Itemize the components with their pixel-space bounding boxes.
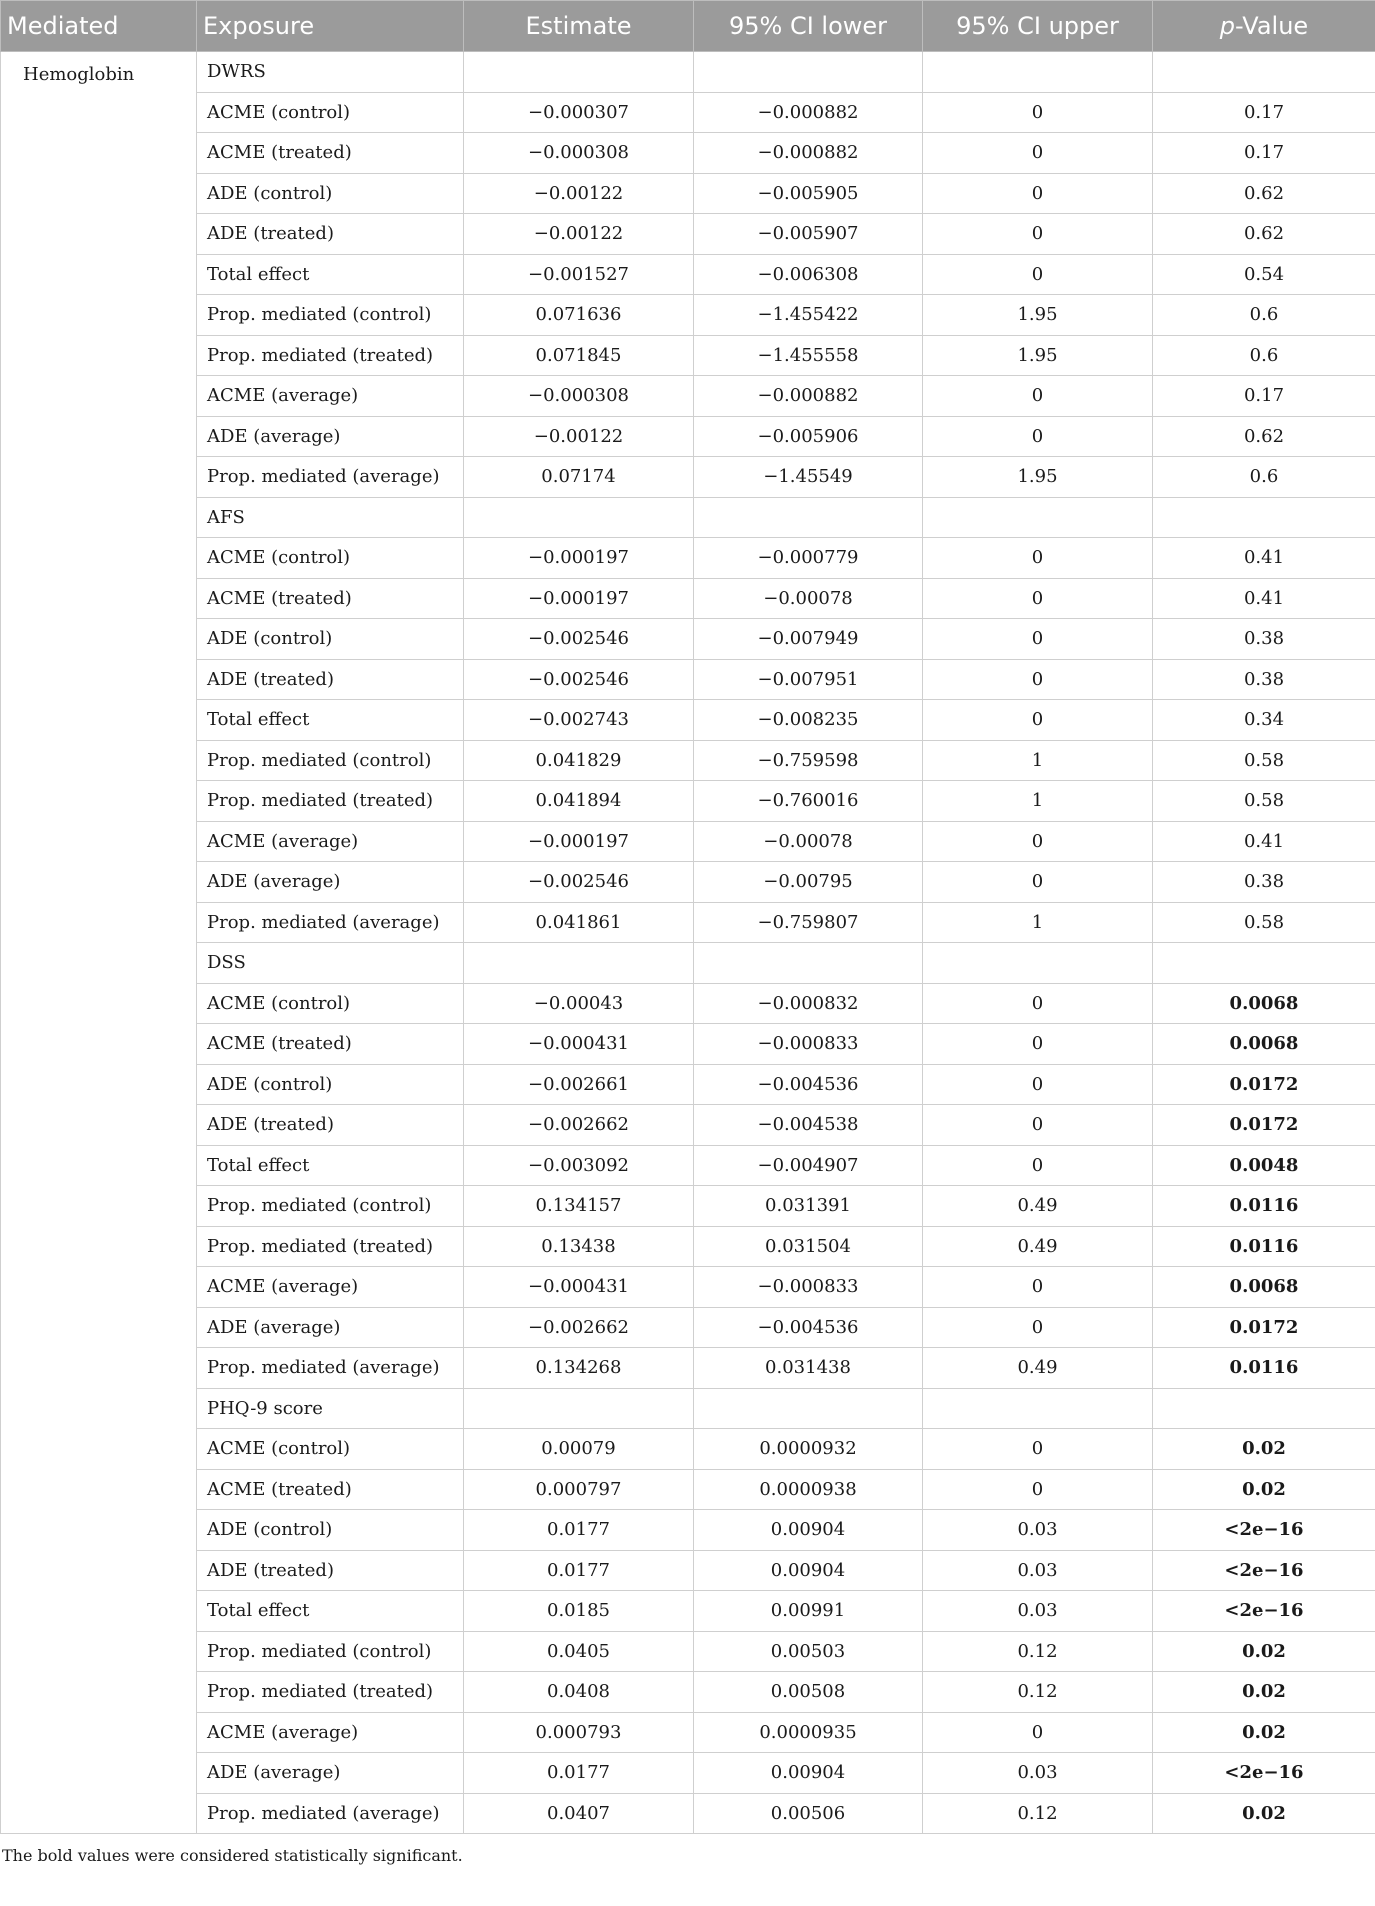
- table-row: [1, 1793, 1375, 1834]
- exposure-name: DWRS: [197, 52, 464, 93]
- estimate-cell: 0.0405: [464, 1631, 694, 1672]
- ci-lower-cell: −0.004536: [694, 1064, 923, 1105]
- exposure-group-row: [1, 52, 1375, 93]
- p-value-cell: 0.02: [1153, 1712, 1375, 1753]
- table-row: [1, 1226, 1375, 1267]
- ci-upper-cell: 0.49: [923, 1348, 1153, 1389]
- ci-upper-cell: 0: [923, 376, 1153, 417]
- table-row: [1, 1550, 1375, 1591]
- header-estimate: Estimate: [464, 1, 694, 52]
- ci-lower-cell: 0.00904: [694, 1550, 923, 1591]
- estimate-cell: 0.0185: [464, 1591, 694, 1632]
- effect-label: ACME (treated): [197, 578, 464, 619]
- estimate-cell: −0.002546: [464, 659, 694, 700]
- ci-upper-cell: 0: [923, 214, 1153, 255]
- table-body: [1, 52, 1375, 1834]
- p-value-cell: 0.6: [1153, 457, 1375, 498]
- ci-upper-cell: 0: [923, 659, 1153, 700]
- p-value-cell: 0.41: [1153, 821, 1375, 862]
- ci-upper-cell: 0: [923, 1307, 1153, 1348]
- table-row: [1, 983, 1375, 1024]
- header-exposure: Exposure: [197, 1, 464, 52]
- table-row: [1, 578, 1375, 619]
- table-row: [1, 1469, 1375, 1510]
- empty-cell: [923, 52, 1153, 93]
- ci-lower-cell: 0.00904: [694, 1753, 923, 1794]
- table-row: [1, 1348, 1375, 1389]
- p-value-cell: 0.0048: [1153, 1145, 1375, 1186]
- p-value-cell: 0.62: [1153, 173, 1375, 214]
- effect-label: ACME (average): [197, 376, 464, 417]
- ci-lower-cell: −0.005905: [694, 173, 923, 214]
- ci-upper-cell: 1.95: [923, 335, 1153, 376]
- p-value-cell: 0.0172: [1153, 1064, 1375, 1105]
- effect-label: ADE (average): [197, 1753, 464, 1794]
- table-row: [1, 781, 1375, 822]
- estimate-cell: −0.002661: [464, 1064, 694, 1105]
- p-value-cell: 0.0068: [1153, 1267, 1375, 1308]
- effect-label: Prop. mediated (control): [197, 1186, 464, 1227]
- table-row: [1, 92, 1375, 133]
- ci-upper-cell: 0: [923, 1712, 1153, 1753]
- effect-label: Prop. mediated (control): [197, 295, 464, 336]
- estimate-cell: 0.000797: [464, 1469, 694, 1510]
- ci-upper-cell: 0: [923, 1105, 1153, 1146]
- effect-label: Prop. mediated (control): [197, 740, 464, 781]
- effect-label: Prop. mediated (treated): [197, 781, 464, 822]
- ci-lower-cell: −0.004536: [694, 1307, 923, 1348]
- table-row: [1, 376, 1375, 417]
- p-value-cell: 0.0068: [1153, 983, 1375, 1024]
- ci-lower-cell: −0.759598: [694, 740, 923, 781]
- ci-lower-cell: −0.000882: [694, 133, 923, 174]
- ci-lower-cell: −0.00078: [694, 821, 923, 862]
- p-value-cell: 0.54: [1153, 254, 1375, 295]
- p-value-cell: 0.02: [1153, 1793, 1375, 1834]
- ci-upper-cell: 0: [923, 821, 1153, 862]
- ci-lower-cell: 0.00503: [694, 1631, 923, 1672]
- table-row: [1, 254, 1375, 295]
- exposure-name: PHQ-9 score: [197, 1388, 464, 1429]
- table-row: [1, 1064, 1375, 1105]
- estimate-cell: 0.00079: [464, 1429, 694, 1470]
- ci-upper-cell: 0.49: [923, 1226, 1153, 1267]
- ci-lower-cell: −1.45549: [694, 457, 923, 498]
- ci-upper-cell: 0: [923, 1429, 1153, 1470]
- exposure-name: DSS: [197, 943, 464, 984]
- p-value-cell: 0.17: [1153, 376, 1375, 417]
- ci-upper-cell: 1: [923, 781, 1153, 822]
- estimate-cell: 0.071636: [464, 295, 694, 336]
- p-value-cell: <2e−16: [1153, 1510, 1375, 1551]
- p-value-cell: 0.02: [1153, 1469, 1375, 1510]
- effect-label: ADE (treated): [197, 659, 464, 700]
- effect-label: Prop. mediated (average): [197, 1348, 464, 1389]
- p-value-cell: <2e−16: [1153, 1591, 1375, 1632]
- ci-upper-cell: 0: [923, 578, 1153, 619]
- estimate-cell: −0.003092: [464, 1145, 694, 1186]
- ci-upper-cell: 1.95: [923, 295, 1153, 336]
- effect-label: ACME (average): [197, 821, 464, 862]
- estimate-cell: −0.000431: [464, 1267, 694, 1308]
- ci-upper-cell: 0: [923, 416, 1153, 457]
- ci-lower-cell: −0.760016: [694, 781, 923, 822]
- p-value-cell: 0.0116: [1153, 1186, 1375, 1227]
- table-row: [1, 1631, 1375, 1672]
- ci-lower-cell: 0.0000938: [694, 1469, 923, 1510]
- estimate-cell: 0.0408: [464, 1672, 694, 1713]
- empty-cell: [1153, 1388, 1375, 1429]
- exposure-name: AFS: [197, 497, 464, 538]
- ci-upper-cell: 0: [923, 700, 1153, 741]
- exposure-group-row: [1, 943, 1375, 984]
- ci-upper-cell: 0: [923, 254, 1153, 295]
- effect-label: ADE (average): [197, 862, 464, 903]
- estimate-cell: 0.0177: [464, 1753, 694, 1794]
- table-row: [1, 1307, 1375, 1348]
- exposure-group-row: [1, 497, 1375, 538]
- estimate-cell: −0.000197: [464, 538, 694, 579]
- effect-label: ADE (treated): [197, 214, 464, 255]
- ci-upper-cell: 0: [923, 862, 1153, 903]
- estimate-cell: −0.002662: [464, 1307, 694, 1348]
- ci-upper-cell: 0: [923, 1064, 1153, 1105]
- header-ci-lower: 95% CI lower: [694, 1, 923, 52]
- estimate-cell: −0.002662: [464, 1105, 694, 1146]
- ci-upper-cell: 0.12: [923, 1672, 1153, 1713]
- effect-label: Prop. mediated (average): [197, 1793, 464, 1834]
- estimate-cell: 0.041894: [464, 781, 694, 822]
- header-p-value: p-Value: [1153, 1, 1375, 52]
- effect-label: Prop. mediated (control): [197, 1631, 464, 1672]
- ci-lower-cell: 0.00991: [694, 1591, 923, 1632]
- effect-label: Prop. mediated (treated): [197, 335, 464, 376]
- mediated-cell: Hemoglobin: [1, 52, 197, 1834]
- empty-cell: [1153, 52, 1375, 93]
- p-value-cell: 0.02: [1153, 1429, 1375, 1470]
- estimate-cell: 0.134268: [464, 1348, 694, 1389]
- ci-lower-cell: 0.031504: [694, 1226, 923, 1267]
- table-row: [1, 1510, 1375, 1551]
- empty-cell: [923, 1388, 1153, 1429]
- effect-label: ACME (average): [197, 1712, 464, 1753]
- p-value-cell: 0.02: [1153, 1672, 1375, 1713]
- ci-upper-cell: 1: [923, 902, 1153, 943]
- effect-label: Total effect: [197, 1145, 464, 1186]
- ci-lower-cell: −0.007951: [694, 659, 923, 700]
- p-value-cell: 0.0116: [1153, 1348, 1375, 1389]
- effect-label: ADE (control): [197, 173, 464, 214]
- ci-lower-cell: −0.007949: [694, 619, 923, 660]
- effect-label: ACME (average): [197, 1267, 464, 1308]
- ci-upper-cell: 0.03: [923, 1510, 1153, 1551]
- table-row: [1, 1186, 1375, 1227]
- ci-upper-cell: 0: [923, 1145, 1153, 1186]
- ci-lower-cell: −0.000882: [694, 92, 923, 133]
- p-value-cell: 0.0172: [1153, 1105, 1375, 1146]
- ci-lower-cell: −0.000882: [694, 376, 923, 417]
- empty-cell: [923, 943, 1153, 984]
- ci-lower-cell: −0.759807: [694, 902, 923, 943]
- estimate-cell: 0.13438: [464, 1226, 694, 1267]
- estimate-cell: −0.00122: [464, 214, 694, 255]
- table-row: [1, 416, 1375, 457]
- effect-label: Total effect: [197, 1591, 464, 1632]
- p-value-cell: 0.62: [1153, 416, 1375, 457]
- ci-upper-cell: 0: [923, 983, 1153, 1024]
- table-row: [1, 538, 1375, 579]
- ci-lower-cell: 0.0000932: [694, 1429, 923, 1470]
- estimate-cell: −0.000307: [464, 92, 694, 133]
- effect-label: ACME (treated): [197, 1024, 464, 1065]
- table-header-row: [1, 1, 1375, 52]
- p-value-cell: <2e−16: [1153, 1550, 1375, 1591]
- p-value-cell: 0.41: [1153, 578, 1375, 619]
- ci-lower-cell: −0.008235: [694, 700, 923, 741]
- ci-lower-cell: −1.455422: [694, 295, 923, 336]
- table-row: [1, 1024, 1375, 1065]
- p-value-cell: 0.0068: [1153, 1024, 1375, 1065]
- estimate-cell: 0.0177: [464, 1550, 694, 1591]
- ci-lower-cell: −0.005907: [694, 214, 923, 255]
- empty-cell: [1153, 497, 1375, 538]
- table-footnote: The bold values were considered statistically significant.: [2, 1846, 463, 1865]
- effect-label: ACME (control): [197, 92, 464, 133]
- header-p-italic: p: [1219, 12, 1236, 40]
- ci-upper-cell: 0.03: [923, 1753, 1153, 1794]
- ci-upper-cell: 0: [923, 538, 1153, 579]
- ci-lower-cell: 0.00506: [694, 1793, 923, 1834]
- table-row: [1, 902, 1375, 943]
- ci-lower-cell: −0.000832: [694, 983, 923, 1024]
- ci-lower-cell: −0.000833: [694, 1267, 923, 1308]
- empty-cell: [464, 52, 694, 93]
- p-value-cell: 0.17: [1153, 92, 1375, 133]
- estimate-cell: 0.0177: [464, 1510, 694, 1551]
- ci-lower-cell: −1.455558: [694, 335, 923, 376]
- effect-label: Prop. mediated (average): [197, 457, 464, 498]
- estimate-cell: −0.000431: [464, 1024, 694, 1065]
- effect-label: ADE (treated): [197, 1550, 464, 1591]
- table-row: [1, 1145, 1375, 1186]
- table-row: [1, 295, 1375, 336]
- table-row: [1, 619, 1375, 660]
- p-value-cell: 0.0116: [1153, 1226, 1375, 1267]
- effect-label: ADE (control): [197, 1510, 464, 1551]
- effect-label: ACME (control): [197, 983, 464, 1024]
- empty-cell: [923, 497, 1153, 538]
- table-row: [1, 173, 1375, 214]
- estimate-cell: −0.002546: [464, 619, 694, 660]
- table-row: [1, 700, 1375, 741]
- p-value-cell: 0.6: [1153, 335, 1375, 376]
- ci-upper-cell: 0: [923, 1024, 1153, 1065]
- estimate-cell: 0.134157: [464, 1186, 694, 1227]
- effect-label: ACME (treated): [197, 133, 464, 174]
- table-row: [1, 1753, 1375, 1794]
- ci-upper-cell: 0.03: [923, 1591, 1153, 1632]
- effect-label: Total effect: [197, 700, 464, 741]
- table-row: [1, 1429, 1375, 1470]
- effect-label: ADE (control): [197, 1064, 464, 1105]
- p-value-cell: 0.38: [1153, 619, 1375, 660]
- table-row: [1, 457, 1375, 498]
- p-value-cell: 0.34: [1153, 700, 1375, 741]
- effect-label: ACME (control): [197, 1429, 464, 1470]
- table-row: [1, 1105, 1375, 1146]
- empty-cell: [1153, 943, 1375, 984]
- ci-lower-cell: 0.031438: [694, 1348, 923, 1389]
- ci-upper-cell: 0.12: [923, 1631, 1153, 1672]
- ci-lower-cell: −0.00795: [694, 862, 923, 903]
- effect-label: ADE (average): [197, 1307, 464, 1348]
- estimate-cell: 0.0407: [464, 1793, 694, 1834]
- ci-lower-cell: 0.00508: [694, 1672, 923, 1713]
- estimate-cell: 0.07174: [464, 457, 694, 498]
- table-row: [1, 821, 1375, 862]
- empty-cell: [464, 1388, 694, 1429]
- p-value-cell: 0.0172: [1153, 1307, 1375, 1348]
- ci-upper-cell: 0: [923, 133, 1153, 174]
- ci-lower-cell: −0.004538: [694, 1105, 923, 1146]
- table-row: [1, 335, 1375, 376]
- ci-upper-cell: 1: [923, 740, 1153, 781]
- ci-upper-cell: 0: [923, 173, 1153, 214]
- estimate-cell: −0.000197: [464, 821, 694, 862]
- table-row: [1, 1267, 1375, 1308]
- header-ci-upper: 95% CI upper: [923, 1, 1153, 52]
- table-row: [1, 1591, 1375, 1632]
- estimate-cell: 0.000793: [464, 1712, 694, 1753]
- ci-lower-cell: −0.004907: [694, 1145, 923, 1186]
- p-value-cell: 0.38: [1153, 659, 1375, 700]
- p-value-cell: 0.02: [1153, 1631, 1375, 1672]
- estimate-cell: −0.002743: [464, 700, 694, 741]
- empty-cell: [464, 943, 694, 984]
- estimate-cell: −0.001527: [464, 254, 694, 295]
- p-value-cell: 0.58: [1153, 902, 1375, 943]
- header-mediated: Mediated: [1, 1, 197, 52]
- effect-label: ACME (treated): [197, 1469, 464, 1510]
- estimate-cell: −0.00122: [464, 416, 694, 457]
- effect-label: Total effect: [197, 254, 464, 295]
- ci-upper-cell: 0: [923, 1267, 1153, 1308]
- table-row: [1, 1672, 1375, 1713]
- p-value-cell: <2e−16: [1153, 1753, 1375, 1794]
- ci-lower-cell: −0.000779: [694, 538, 923, 579]
- ci-upper-cell: 0.12: [923, 1793, 1153, 1834]
- empty-cell: [694, 943, 923, 984]
- ci-lower-cell: 0.0000935: [694, 1712, 923, 1753]
- effect-label: ADE (control): [197, 619, 464, 660]
- empty-cell: [694, 1388, 923, 1429]
- estimate-cell: 0.041829: [464, 740, 694, 781]
- ci-lower-cell: −0.000833: [694, 1024, 923, 1065]
- effect-label: ADE (treated): [197, 1105, 464, 1146]
- p-value-cell: 0.62: [1153, 214, 1375, 255]
- estimate-cell: −0.002546: [464, 862, 694, 903]
- table-row: [1, 659, 1375, 700]
- table-row: [1, 214, 1375, 255]
- estimate-cell: 0.071845: [464, 335, 694, 376]
- estimate-cell: 0.041861: [464, 902, 694, 943]
- effect-label: Prop. mediated (average): [197, 902, 464, 943]
- ci-lower-cell: 0.031391: [694, 1186, 923, 1227]
- effect-label: Prop. mediated (treated): [197, 1672, 464, 1713]
- effect-label: ACME (control): [197, 538, 464, 579]
- p-value-cell: 0.6: [1153, 295, 1375, 336]
- exposure-group-row: [1, 1388, 1375, 1429]
- p-value-cell: 0.17: [1153, 133, 1375, 174]
- table-row: [1, 1712, 1375, 1753]
- ci-lower-cell: 0.00904: [694, 1510, 923, 1551]
- effect-label: Prop. mediated (treated): [197, 1226, 464, 1267]
- empty-cell: [694, 52, 923, 93]
- p-value-cell: 0.58: [1153, 740, 1375, 781]
- table-row: [1, 862, 1375, 903]
- ci-lower-cell: −0.005906: [694, 416, 923, 457]
- empty-cell: [694, 497, 923, 538]
- ci-lower-cell: −0.00078: [694, 578, 923, 619]
- empty-cell: [464, 497, 694, 538]
- ci-upper-cell: 1.95: [923, 457, 1153, 498]
- table-row: [1, 740, 1375, 781]
- p-value-cell: 0.41: [1153, 538, 1375, 579]
- p-value-cell: 0.58: [1153, 781, 1375, 822]
- estimate-cell: −0.000197: [464, 578, 694, 619]
- estimate-cell: −0.00122: [464, 173, 694, 214]
- ci-upper-cell: 0: [923, 92, 1153, 133]
- ci-upper-cell: 0: [923, 1469, 1153, 1510]
- estimate-cell: −0.000308: [464, 133, 694, 174]
- table-row: [1, 133, 1375, 174]
- p-value-cell: 0.38: [1153, 862, 1375, 903]
- effect-label: ADE (average): [197, 416, 464, 457]
- ci-upper-cell: 0: [923, 619, 1153, 660]
- ci-upper-cell: 0.49: [923, 1186, 1153, 1227]
- ci-upper-cell: 0.03: [923, 1550, 1153, 1591]
- estimate-cell: −0.000308: [464, 376, 694, 417]
- estimate-cell: −0.00043: [464, 983, 694, 1024]
- ci-lower-cell: −0.006308: [694, 254, 923, 295]
